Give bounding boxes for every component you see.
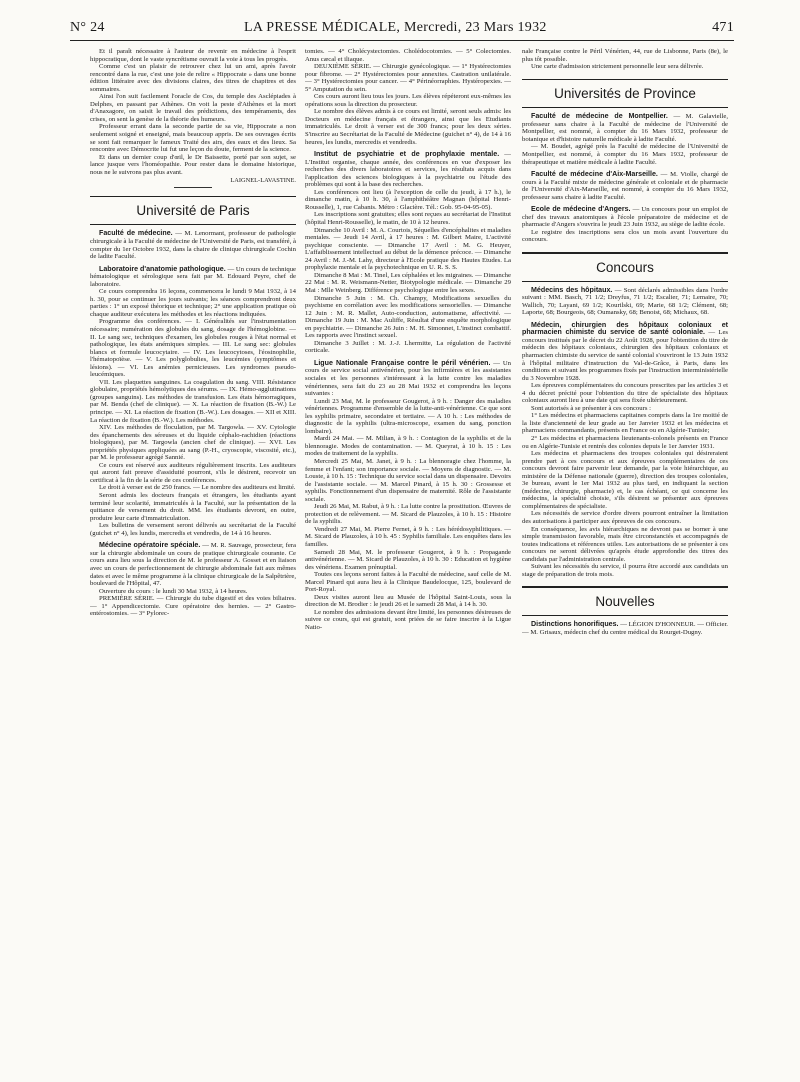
- paragraph: Sont autorisés à se présenter à ces concours :: [531, 404, 651, 412]
- signature: LAIGNEL-LAVASTINE.: [230, 177, 296, 185]
- paragraph: Les nécessités de service d'ordre divers pourront entraîner la limitation des autorisations à participer aux épreuves de ces concours.: [522, 510, 728, 525]
- subheading-hopitaux-coloniaux: Médecin, chirurgien des hôpitaux coloniaux et pharmacien chimiste du service de santé coloniale.: [522, 320, 728, 337]
- issue-number: N° 24: [70, 20, 105, 35]
- paragraph: Le registre des inscriptions sera clos un mois avant l'ouverture du concours.: [522, 228, 728, 244]
- paragraph: — M. Violle, chargé de cours à la Faculté mixte de médecine générale et coloniale et de pharmacie de l'Université d'Aix-Marseille, est nommé, à compter du 16 Mars 1932, professeur sans chaire à ladite Faculté.: [522, 171, 728, 201]
- paragraph: Et dans un dernier coup d'œil, le Dr Baissette, porté par son sujet, se lance jusque vers l'homéopathie. Pour rester dans le domaine historique, nous ne le suivrons pas plus avant.: [90, 153, 296, 176]
- paragraph: nale Française contre le Péril Vénérien, 44, rue de Lisbonne, Paris (8e), le plus tôt possible.: [522, 48, 728, 63]
- paragraph: VII. Les plaquettes sanguines. La coagulation du sang. VIII. Résistance globulaire, propriétés hémolytiques des sérums. — IX. Hémo-agglutinations (groupes sanguins). Les méthodes de transfusion. Les états hémorragiques, par M. Benda (chef de clinique). — X. La réaction de fixation (B.-W.) Le principe. — XI. La réaction de fixation (B.-W.). Les dosages. — XII et XIII. La réaction de fixation (B.-W.). Les méthodes.: [90, 378, 296, 424]
- section-rule: [522, 615, 728, 616]
- paragraph: — L'Institut organise, chaque année, des conférences en vue d'exposer les recherches des divers laboratoires et services, les résultats acquis dans l'application des sciences biologiques à la psychiatrie ou l'étude des problèmes qui sont à la base des recherches.: [305, 151, 511, 189]
- subheading-distinctions: Distinctions honorifiques.: [531, 619, 619, 628]
- journal-title: LA PRESSE MÉDICALE, Mercredi, 23 Mars 1932: [244, 20, 547, 35]
- paragraph: Les inscriptions sont gratuites; elles sont reçues au secrétariat de l'Institut (hôpital Henri-Rousselle), le matin, de 10 à 12 heures.: [305, 211, 511, 227]
- section-rule: [90, 196, 296, 198]
- paragraph: Et il paraît nécessaire à l'auteur de revenir en médecine à l'esprit hippocratique, dont le vaste syncrétisme ouvrait la voie à tous les progrès.: [90, 48, 296, 63]
- paragraph: Suivant les nécessités du service, il pourra être accordé aux candidats un stage de préparation de trois mois.: [522, 563, 728, 578]
- paragraph: Ce cours comprendra 16 leçons, commencera le lundi 9 Mai 1932, à 14 h. 30, pour se continuer les jours suivants; les séances comprendront deux parties : 1° un exposé théorique et technique; 2° une application pratique où chaque auditeur exécutera les méthodes et les réactions indiquées.: [90, 288, 296, 318]
- paragraph: Lundi 23 Mai, M. le professeur Gougerot, à 9 h. : Danger des maladies vénériennes. Programme d'ensemble de la lutte-anti-vénérienne. Ce que sont les syphilis primaire, secondaire et tertiaire. — A 10 h. : Les méthodes de diagnostic de la syphilis (ultra-microscope, examen du sang, ponction lombaire).: [305, 397, 511, 435]
- subheading-ligue: Ligue Nationale Française contre le péril vénérien.: [314, 358, 491, 367]
- paragraph: Mardi 24 Mai. — M. Milian, à 9 h. : Contagion de la syphilis et de la blennoragie. Modes de contamination. — M. Queyrat, à 10 h. 15 : Les modes de traitement de la syphilis.: [305, 435, 511, 458]
- subheading-faculte: Faculté de médecine.: [99, 229, 173, 238]
- paragraph: — M. Boudet, agrégé près la Faculté de médecine de l'Université de Montpellier, est nommé, à compter du 16 Mars 1932, professeur de thérapeutique et matière médicale à ladite Faculté.: [522, 143, 728, 166]
- paragraph: Dimanche 10 Avril : M. A. Courtois, Séquelles d'encéphalites et maladies mentales. — Jeudi 14 Avril, à 17 heures : M. Gilbert Maire, L'activité psychique consciente. — Dimanche 17 Avril : M. G. Heuyer, L'affaiblissement intellectuel au début de la démence précoce. — Dimanche 24 Avril : M. J.-M. Lahy, directeur à l'Ecole pratique des Hautes Etudes. La prophylaxie mentale et la psychotechnique en U. R. S. S.: [305, 226, 511, 272]
- paragraph: tomies. — 4° Cholécystectomies. Cholédocotomies. — 5° Colectomies. Anus cæcal et iliaque.: [305, 48, 511, 63]
- paragraph: — Un concours pour un emploi de chef des travaux anatomiques à l'école préparatoire de médecine et de pharmacie d'Angers s'ouvrira le jeudi 23 Juin 1932, au siège de ladite école.: [522, 206, 728, 229]
- paragraph: 2° Les médecins et pharmaciens lieutenants-colonels présents en France ou en Algérie-Tunisie et rentrés des colonies depuis le 1er Janvier 1931.: [522, 434, 728, 450]
- paragraph: Comme c'est un plaisir de retrouver chez lui un ami, après l'avoir rencontré dans la rue, c'est une joie de relire « Hippocrate » dans une bonne édition littéraire avec des divisions claires, des titres de chapitres et des sommaires.: [90, 63, 296, 93]
- paragraph: Les bulletins de versement seront délivrés au secrétariat de la Faculté (guichet n° 4), les lundis, mercredis et vendredis, de 14 à 16 heures.: [90, 522, 296, 537]
- page-number: 471: [712, 20, 734, 35]
- paragraph: 1° Les médecins et pharmaciens capitaines compris dans la 1re moitié de la liste d'ancienneté de leur grade au 1er Janvier 1932 et les médecins et pharmaciens commandants, présents en France ou en Algérie-Tunisie;: [522, 412, 728, 435]
- subheading-aix-marseille: Faculté de médecine d'Aix-Marseille.: [531, 170, 658, 179]
- paragraph: Dimanche 5 Juin : M. Ch. Champy, Modifications sexuelles du psychisme en corrélation avec les modifications sensorielles. — Dimanche 12 Juin : M. R. Mallet, Auto-conduction, automatisme, affectivité. — Dimanche 19 Juin : M. Mac Auliffe, Résultat d'une enquête morphologique en psychiatrie. — Dimanche 26 Juin : M. H. Simonnet, L'instinct combattif. Les rapports avec l'instinct sexuel.: [305, 294, 511, 340]
- paragraph: DEUXIÈME SÉRIE. — Chirurgie gynécologique. — 1° Hystérectomies pour fibrome. — 2° Hystérectomies pour annexites. Castration unilatérale. — 3° Hystérectomies pour cancer. — 4° Périnéorraphies. Hystéropexies. — 5° Amputation du sein.: [305, 63, 511, 93]
- paragraph: Le droit à verser est de 250 francs. — Le nombre des auditeurs est limité.: [99, 484, 296, 492]
- subheading-medecins-hopitaux: Médecins des hôpitaux.: [531, 285, 613, 294]
- paragraph: Mercredi 25 Mai, M. Janet, à 9 h. : La blennoragie chez l'homme, la femme et l'enfant; son importance sociale. — Moyens de diagnostic. — M. Louste, à 10 h. 15 : Technique du service social dans un dispensaire. Devoirs de l'assistante sociale. — M. Marcel Pinard, à 15 h. 30 : Grossesse et syphilis. Fonctionnement d'un dispensaire de maternité. Rôle de l'assistante sociale.: [305, 457, 511, 503]
- paragraph: Les épreuves complémentaires du concours prescrites par les articles 3 et 4 du décret précité pour l'obtention du titre de spécialiste des hôpitaux coloniaux auront lieu à une date qui sera fixée ultérieurement.: [522, 382, 728, 405]
- paragraph: Ces cours auront lieu tous les jours. Les élèves répéteront eux-mêmes les opérations sous la direction du prosecteur.: [305, 93, 511, 108]
- paragraph: — Un cours de service social antivénérien, pour les infirmières et les assistantes sociales et les personnes s'intéressant à la lutte contre les maladies vénériennes, sera fait du 23 au 28 Mai 1932 et comprendra les leçons suivantes :: [305, 359, 511, 398]
- section-rule: [90, 224, 296, 225]
- paragraph: Les conférences ont lieu (à l'exception de celle du jeudi, à 17 h.), le dimanche matin, à 10 h. 30, à l'amphithéâtre Magnan (hôpital Henri-Rousselle), 1, rue Cabanis. Métro : Glacière. Tél.: Gob. 95-04-95-05).: [305, 188, 511, 211]
- paragraph: — M. Galavielle, professeur sans chaire à la Faculté de médecine de l'Université de Montpellier, est nommé, à compter du 16 Mars 1932, professeur de botanique et d'histoire naturelle médicale à ladite Faculté.: [522, 113, 728, 143]
- section-title-concours: Concours: [596, 259, 654, 275]
- paragraph: — Les concours institués par le décret du 22 Août 1928, pour l'obtention du titre de médecin des hôpitaux coloniaux, chirurgien des hôpitaux coloniaux et pharmacien chimiste du service de santé colonial s'ouvriront le 13 Juin 1932 à l'hôpital militaire d'instruction du Val-de-Grâce, à Paris, dans les conditions et suivant les programmes fixés par l'instruction interministérielle du 3 Novembre 1928.: [522, 329, 728, 382]
- page-header: [70, 20, 734, 42]
- subheading-montpellier: Faculté de médecine de Montpellier.: [531, 112, 668, 121]
- paragraph: Seront admis les docteurs français et étrangers, les étudiants ayant terminé leur scolarité, immatriculés à la Faculté, sur la présentation de la quittance de versement du droit. MM. les étudiants devront, en outre, produire leur carte d'immatriculation.: [90, 492, 296, 522]
- column-2: [305, 48, 511, 1068]
- divider: [174, 187, 212, 188]
- paragraph: Programme des conférences. — I. Généralités sur l'instrumentation nécessaire; numération des globules du sang, dosage de l'hémoglobine. — II. Le sang sec, techniques d'examen, les globules rouges à l'état normal et pathologique, les états anémiques simples. — III. Le sang sec: globules blancs et formule leucocytaire. — IV. Les leucocytoses, l'éosinophilie, l'hématopoïèse. — V. Les polyglobulies, les leucémies (symptômes et lésions). — VI. Les anémies pernicieuses. Les syndromes pseudo-leucémiques.: [90, 318, 296, 379]
- paragraph: Deux visites auront lieu au Musée de l'hôpital Saint-Louis, sous la direction de M. Brodier : le jeudi 26 et le samedi 28 Mai, à 14 h. 30.: [305, 593, 511, 609]
- paragraph: Dimanche 3 Juillet : M. J.-J. Lhermitte, La régulation de l'activité corticale.: [305, 339, 511, 355]
- paragraph: XIV. Les méthodes de floculation, par M. Targowla. — XV. Cytologie des épanchements des séreuses et du liquide céphalo-rachidien (réactions biologiques), par M. Targowla (ancien chef de clinique). — XVI. Les propriétés physiques appliquées au sang (P.-H., cryoscopie, viscosité, etc.), par M. le professeur agrégé Sannié.: [90, 424, 296, 462]
- paragraph: Vendredi 27 Mai, M. Pierre Fernet, à 9 h. : Les hérédosyphilitiques. — M. Sicard de Plauzoles, à 10 h. 45 : Syphilis familiale. Les enquêtes dans les familles.: [305, 525, 511, 548]
- paragraph: — Sont déclarés admissibles dans l'ordre suivant : MM. Basch, 71 1/2; Dreyfus, 71 1/2; Escalier, 71; Lemaire, 70; Wallich, 70; Layani, 69 1/2; Kourilski, 69; Marie, 68 1/2; Clément, 68; Laporte, 68; Bourgeois, 68; Oumansky, 68; Benoist, 68; Michaux, 68.: [522, 286, 728, 317]
- paragraph: — LÉGION D'HONNEUR. — Officier. — M. Grisaux, médecin chef du centre médical du Rourget-Dugny.: [522, 620, 728, 636]
- subheading-medecine-operatoire: Médecine opératoire spéciale.: [99, 541, 201, 550]
- paragraph: Professeur errant dans la seconde partie de sa vie, Hippocrate a non seulement soigné et enseigné, mais beaucoup appris. De ses ouvrages écrits se sont fait remarquer le fameux Traité des airs, des eaux et des lieux. Sa rencontre avec Démocrite lui fut une leçon du doute, ferment de la science.: [90, 123, 296, 154]
- column-3: [522, 48, 728, 1068]
- paragraph: Une carte d'admission strictement personnelle leur sera délivrée.: [531, 63, 704, 71]
- section-rule: [522, 107, 728, 108]
- section-rule: [522, 252, 728, 254]
- section-title-universite-paris: Université de Paris: [136, 203, 250, 219]
- paragraph: Dimanche 8 Mai : M. Tinel, Les céphalées et les migraines. — Dimanche 22 Mai : M. R. Weismann-Netter, Biotypologie médicale. — Dimanche 29 Mai : Mlle Weinberg. Différence psychologique entre les sexes.: [305, 271, 511, 294]
- paragraph: Les médecins et pharmaciens des troupes coloniales qui désireraient prendre part à ces concours et aux épreuves complémentaires de ces concours devront faire parvenir leur demande, par la voie hiérarchique, au ministère de la Défense nationale (guerre), direction des troupes coloniales, 3e bureau, avant le 1er Mai 1932 au plus tard, en indiquant la section (médecine, chirurgie, pharmacie) et, le cas échéant, ce qui concerne les médecins, la spécialité choisie, s'ils désirent se présenter aux épreuves complémentaires de spécialiste.: [522, 450, 728, 510]
- paragraph: — Un cours de technique hématologique et sérologique sera fait par M. Edouard Peyre, chef de laboratoire.: [90, 265, 296, 288]
- subheading-laboratoire: Laboratoire d'anatomie pathologique.: [99, 264, 226, 273]
- paragraph: Ainsi l'on suit facilement l'oracle de Cos, du temple des Asclépiades à Delphes, en passant par Athènes. On voit la peste d'Athènes et la mort d'Anaxagore, on saisit le travail des prédictions, des tempéraments, des crises, on sent la genèse de la théorie des humeurs.: [90, 93, 296, 123]
- section-rule: [522, 281, 728, 282]
- paragraph: Ouverture du cours : le lundi 30 Mai 1932, à 14 heures.: [99, 587, 248, 595]
- paragraph: En conséquence, les avis hiérarchiques ne devront pas se borner à une simple transmission favorable, mais être circonstanciés et accompagnés de toutes indications et références utiles. Les autorisations de se présenter à ces concours ne seront délivrées qu'après étude approfondie des titres des candidats par l'administration centrale.: [522, 525, 728, 563]
- paragraph: Samedi 28 Mai, M. le professeur Gougerot, à 9 h. : Propagande antivénérienne. — M. Sicard de Plauzoles, à 10 h. 30 : Education et hygiène des vénériens. Examen prénuptial.: [305, 548, 511, 571]
- paragraph: PREMIÈRE SÉRIE. — Chirurgie du tube digestif et des voies biliaires. — 1° Appendicectomie. Cure opératoire des hernies. — 2° Gastro-entérostomies. — 3° Pylorec-: [90, 595, 296, 618]
- subheading-institut-psychiatrie: Institut de psychiatrie et de prophylaxie mentale.: [314, 150, 500, 159]
- subheading-angers: Ecole de médecine d'Angers.: [531, 205, 631, 214]
- paragraph: Le nombre des admissions devant être limité, les personnes désireuses de suivre ce cours, qui est gratuit, sont priées de se faire inscrire à la Ligue Natio-: [305, 608, 511, 632]
- section-title-province: Universités de Province: [554, 86, 696, 102]
- paragraph: Ce cours est réservé aux auditeurs régulièrement inscrits. Les auditeurs qui auront fait preuve d'assiduité pourront, s'ils le désirent, recevoir un certificat à la fin de la série de ces conférences.: [90, 461, 296, 484]
- paragraph: Le nombre des élèves admis à ce cours est limité, seront seuls admis: les Docteurs en médecine français et étrangers, ainsi que les Etudiants immatriculés. Le droit à verser est de 300 francs; pour les deux séries. S'inscrire au Secrétariat de la Faculté de Médecine (guichet n° 4), de 14 à 16 heures, les lundis, mercredis et vendredis.: [305, 108, 511, 146]
- header-rule: [70, 40, 734, 41]
- section-title-nouvelles: Nouvelles: [595, 593, 655, 609]
- paragraph: — M. R. Sauvage, prosecteur, fera sur la chirurgie abdominale un cours de pratique chirurgicale courante. Ce cours aura lieu sous la direction de M. le professeur A. Gosset et en liaison avec un cours de perfectionnement de chirurgie abdominale fait aux mêmes dates et avec le même programme à la clinique chirurgicale de la Salpêtrière, boulevard de l'Hôpital, 47.: [90, 542, 296, 588]
- section-rule: [522, 79, 728, 81]
- paragraph: — M. Lenormant, professeur de pathologie chirurgicale à la Faculté de médecine de l'Université de Paris, est transféré, à compter du 1er Octobre 1932, dans la chaire de clinique chirurgicale Cochin de ladite Faculté.: [90, 230, 296, 261]
- section-rule: [522, 586, 728, 588]
- paragraph: Jeudi 26 Mai, M. Rabut, à 9 h. : La lutte contre la prostitution. Œuvres de protection et de relèvement. — M. Sicard de Plauzoles, à 10 h. 15 : Histoire de la syphilis.: [305, 503, 511, 526]
- column-1: [90, 48, 296, 1068]
- paragraph: Toutes ces leçons seront faites à la Faculté de médecine, sauf celle de M. Marcel Pinard qui aura lieu à la Clinique Baudelocque, 125, boulevard de Port-Royal.: [305, 571, 511, 594]
